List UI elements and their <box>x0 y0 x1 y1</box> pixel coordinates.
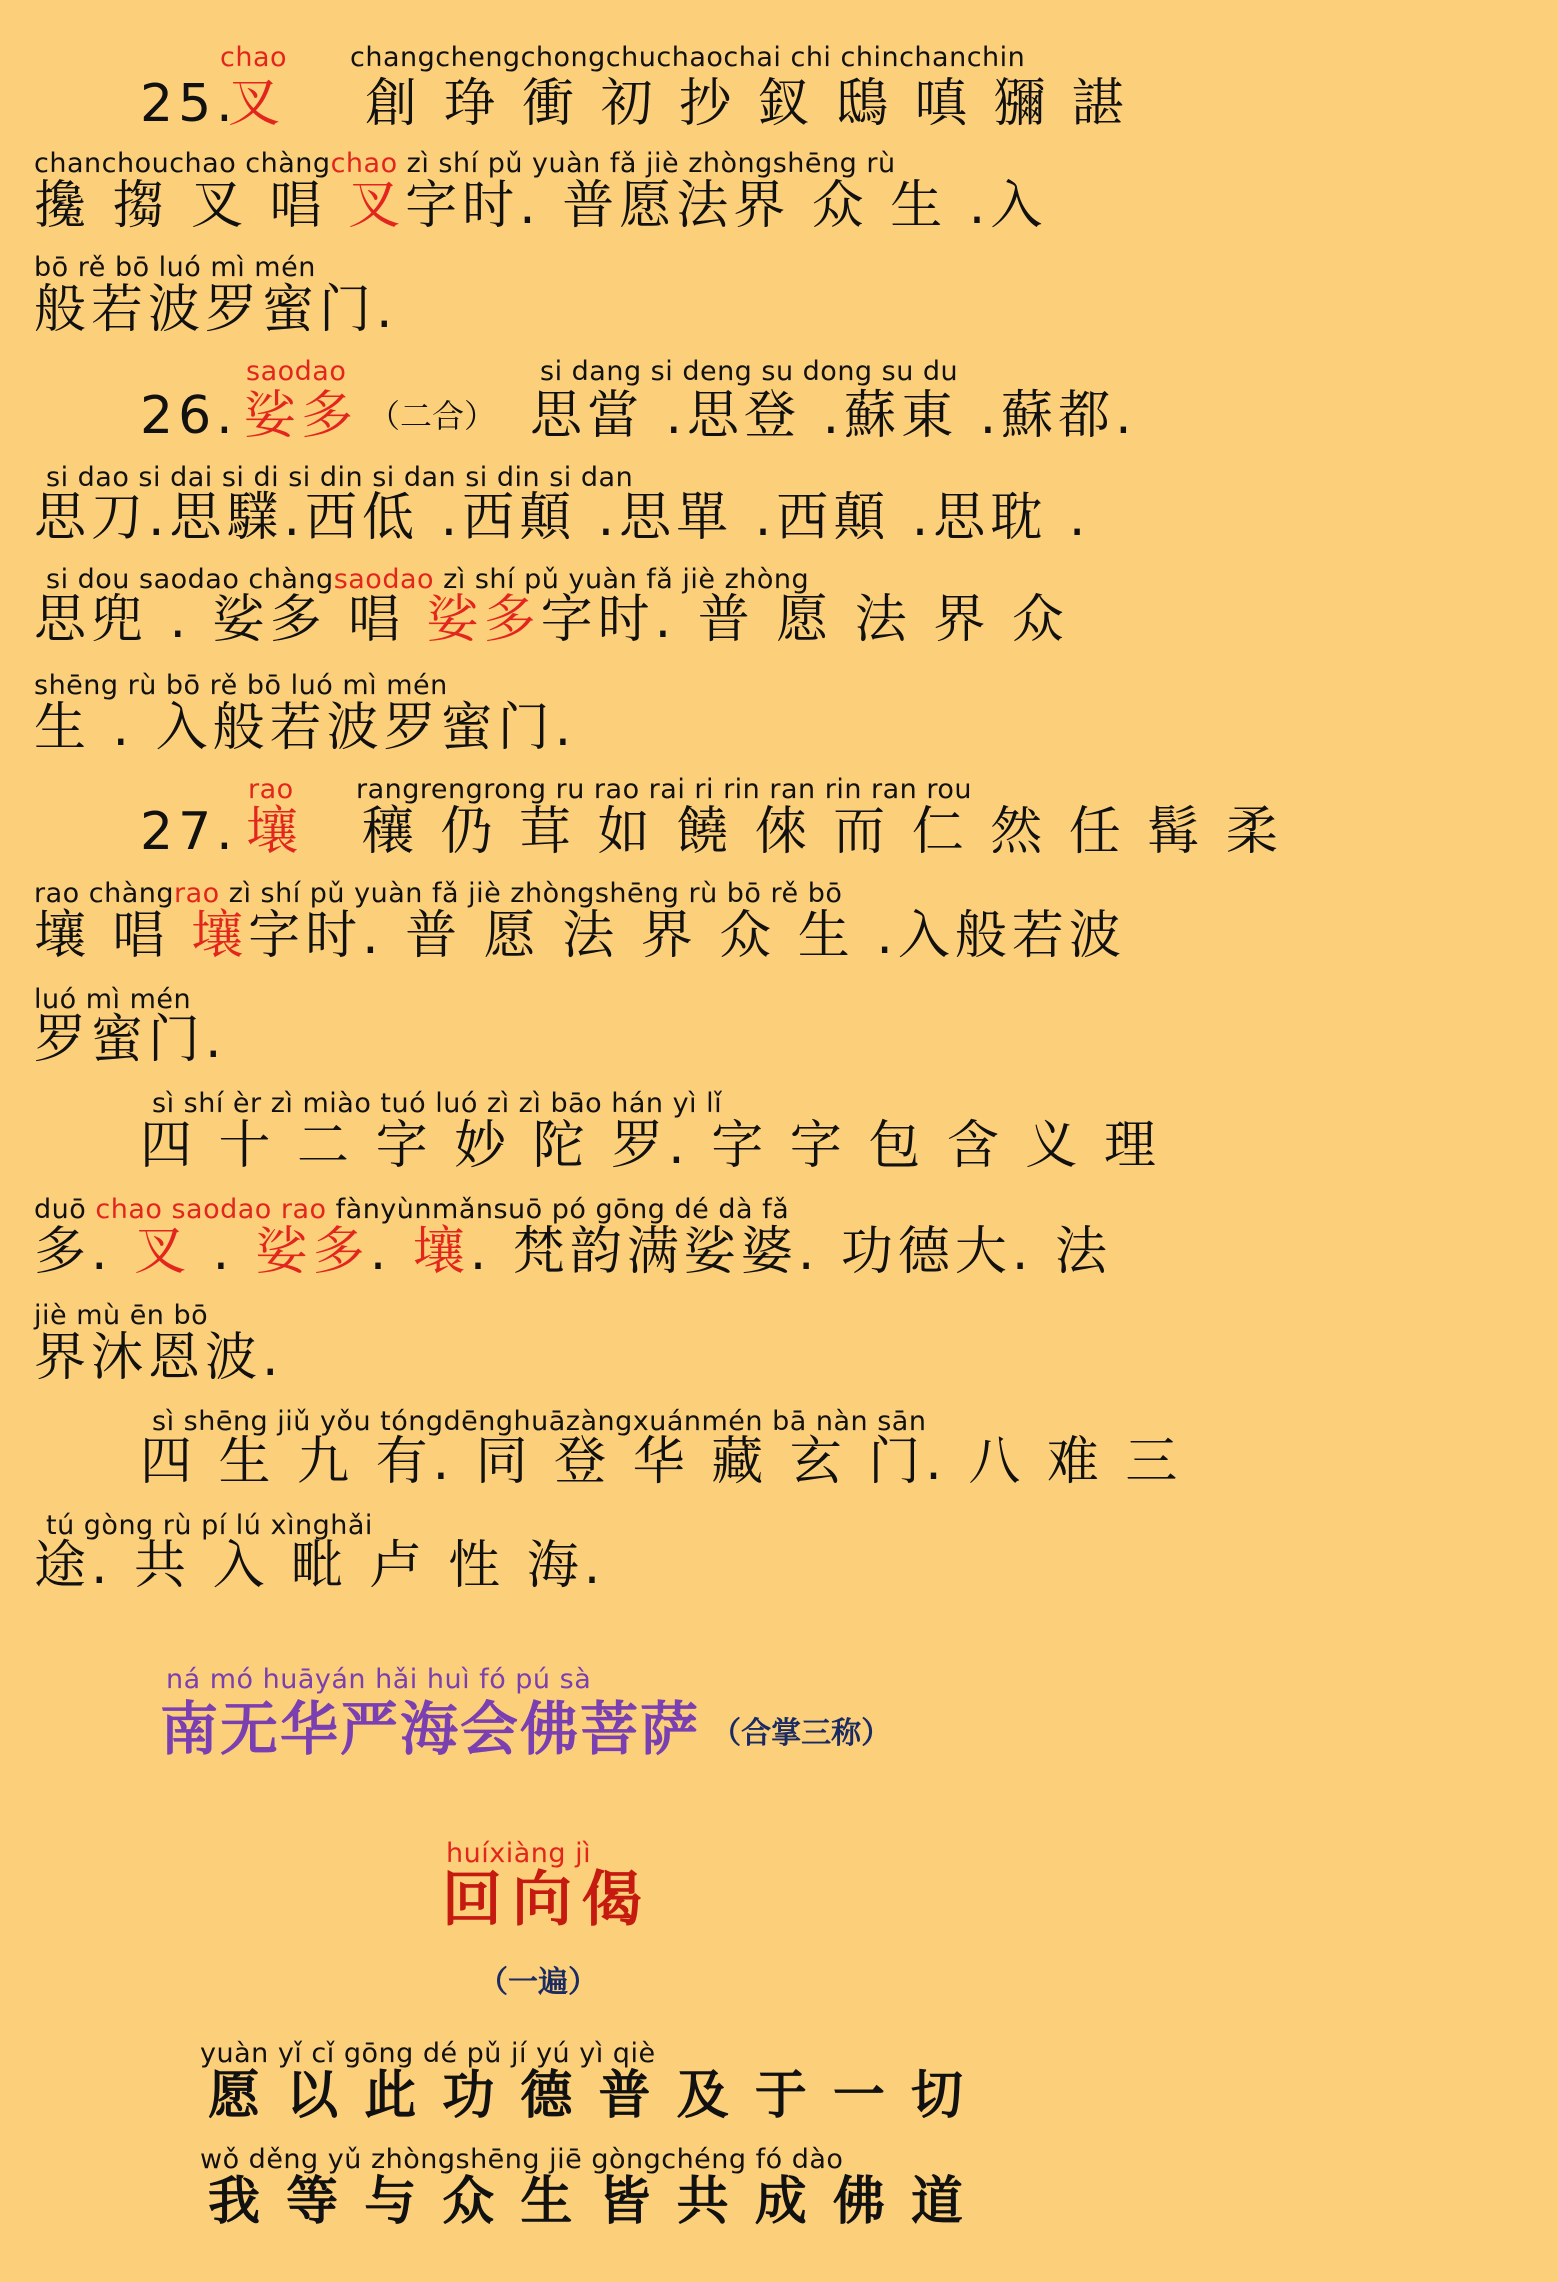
s26-chars: 思當 .思登 .蘇東 .蘇都. <box>530 386 1137 446</box>
s26-pinyin-3 <box>46 566 1126 593</box>
s26-line-4: 生 . 入般若波罗蜜门. <box>34 698 577 758</box>
s25-pinyin-3: bō rě bō luó mì mén <box>34 252 316 283</box>
s26-number: 26. <box>140 386 238 446</box>
s27-chars: 穰 仍 茸 如 饒 倈 而 仁 然 任 髯 柔 <box>362 802 1283 862</box>
s26-line-3-highlight: 娑多 <box>426 590 541 650</box>
huixiang-line-1: 愿 以 此 功 德 普 及 于 一 切 <box>208 2066 967 2126</box>
s25-line-3: 般若波罗蜜门. <box>34 280 398 340</box>
s25-pinyin-2 <box>34 150 1114 177</box>
title-line <box>160 1695 1240 1763</box>
s26-note: （二合） <box>368 397 497 435</box>
s25-line-2 <box>34 176 1114 236</box>
s25-pinyin-2a: chanchouchao chàng <box>34 148 331 179</box>
title-text: 南无华严海会佛菩萨 <box>160 1695 701 1763</box>
s26-line-3b: 字时. 普 愿 法 界 众 <box>540 590 1069 650</box>
s26-pinyin-highlight: saodao <box>246 356 347 387</box>
s26-line-3 <box>34 590 1114 650</box>
s25-line-2-highlight: 叉 <box>348 176 406 236</box>
s26-pinyin-4: shēng rù bō rě bō luó mì mén <box>34 670 448 701</box>
s25-pinyin-2-highlight: chao <box>330 148 398 179</box>
verse2-pinyin-2: tú gòng rù pí lú xìnghǎi <box>46 1510 373 1541</box>
verse1-pinyin-2-red: chao <box>95 1194 163 1225</box>
s27-line-2b: 字时. 普 愿 法 界 众 生 .入般若波 <box>248 906 1126 966</box>
s25-pinyin-highlight: chao <box>220 42 288 73</box>
huixiang-pinyin: huíxiàng jì <box>446 1838 592 1869</box>
huixiang-title: 回向偈 <box>442 1865 652 1935</box>
verse2-line-1: 四 生 九 有. 同 登 华 藏 玄 门. 八 难 三 <box>140 1432 1183 1492</box>
s27-pinyin-highlight: rao <box>248 774 294 805</box>
s27-number: 27. <box>140 802 238 862</box>
verse1-pinyin-3: jiè mù ēn bō <box>34 1300 209 1331</box>
s27-pinyin-2 <box>34 880 1114 907</box>
verse1-line-2-dot1: . <box>191 1222 256 1282</box>
verse1-pinyin-2 <box>34 1196 1114 1223</box>
verse1-line-2-red2: 娑多 <box>255 1222 370 1282</box>
s26-pinyin-2: si dao si dai si di si din si dan si din si dan <box>46 462 634 493</box>
verse1-line-2a: 多. <box>34 1222 135 1282</box>
s27-pinyin-2b: zì shí pǔ yuàn fǎ jiè zhòngshēng rù bō rě bō <box>219 878 843 909</box>
s25-line-2a: 攙 搊 叉 唱 <box>34 176 349 236</box>
verse1-line-1: 四 十 二 字 妙 陀 罗. 字 字 包 含 义 理 <box>140 1116 1161 1176</box>
s26-line-2: 思刀.思驜.西低 .西顛 .思單 .西顛 .思耽 . <box>34 488 1091 548</box>
s26-pinyin-3-highlight: saodao <box>333 564 435 595</box>
verse1-line-2-red3: 壤 <box>412 1222 470 1282</box>
huixiang-pinyin-2: wǒ děng yǔ zhòngshēng jiē gòngchéng fó dào <box>200 2144 844 2175</box>
title-note: （合掌三称） <box>711 1716 892 1751</box>
s25-highlight-char: 叉 <box>228 74 286 134</box>
s25-pinyin-2b: zì shí pǔ yuàn fǎ jiè zhòngshēng rù <box>397 148 896 179</box>
s27-highlight-char: 壤 <box>246 802 304 862</box>
s25-pinyin-text: changchengchongchuchaochai chi chinchanchin <box>350 42 1026 73</box>
s27-pinyin-2a: rao chàng <box>34 878 175 909</box>
verse2-pinyin-1: sì shēng jiǔ yǒu tóngdēnghuāzàngxuánmén bā nàn sān <box>152 1406 927 1437</box>
s26-line-3a: 思兜 . 娑多 唱 <box>34 590 427 650</box>
verse1-line-2 <box>34 1222 1114 1282</box>
verse1-line-2-red1: 叉 <box>134 1222 192 1282</box>
s26-pinyin-3b: zì shí pǔ yuàn fǎ jiè zhòng <box>434 564 810 595</box>
title-pinyin: ná mó huāyán hǎi huì fó pú sà <box>166 1664 592 1695</box>
s27-pinyin-3: luó mì mén <box>34 984 192 1015</box>
s27-line-2 <box>34 906 1126 966</box>
verse1-pinyin-2b: fànyùnmǎnsuō pó gōng dé dà fǎ <box>326 1194 790 1225</box>
s27-pinyin-text: rangrengrong ru rao rai ri rin ran rin ran rou <box>356 774 972 805</box>
verse1-pinyin-2a: duō <box>34 1194 96 1225</box>
s25-number: 25. <box>140 74 238 134</box>
huixiang-count: （一遍） <box>478 1965 598 2000</box>
verse1-line-2-dot2: . <box>369 1222 413 1282</box>
huixiang-line-2: 我 等 与 众 生 皆 共 成 佛 道 <box>208 2172 967 2232</box>
s27-line-2a: 壤 唱 <box>34 906 192 966</box>
s25-line-2b: 字时. 普愿法界 众 生 .入 <box>405 176 1048 236</box>
s26-pinyin-text: si dang si deng su dong su du <box>540 356 959 387</box>
verse1-pinyin-2-mid: saodao rao <box>162 1194 327 1225</box>
verse1-line-3: 界沐恩波. <box>34 1328 284 1388</box>
s27-line-2-highlight: 壤 <box>191 906 249 966</box>
s25-chars: 創 琤 衝 初 抄 釵 鴟 嗔 獼 諶 <box>365 74 1129 134</box>
s26-highlight-chars: 娑多 <box>244 386 359 446</box>
s27-line-3: 罗蜜门. <box>34 1010 227 1070</box>
huixiang-pinyin-1: yuàn yǐ cǐ gōng dé pǔ jí yú yì qiè <box>200 2038 656 2069</box>
verse2-line-2: 途. 共 入 毗 卢 性 海. <box>34 1536 606 1596</box>
verse1-line-2b: . 梵韵满娑婆. 功德大. 法 <box>469 1222 1112 1282</box>
verse1-pinyin-1: sì shí èr zì miào tuó luó zì zì bāo hán yì lǐ <box>152 1088 723 1119</box>
s26-pinyin-3a: si dou saodao chàng <box>46 564 334 595</box>
s27-pinyin-2-highlight: rao <box>174 878 220 909</box>
